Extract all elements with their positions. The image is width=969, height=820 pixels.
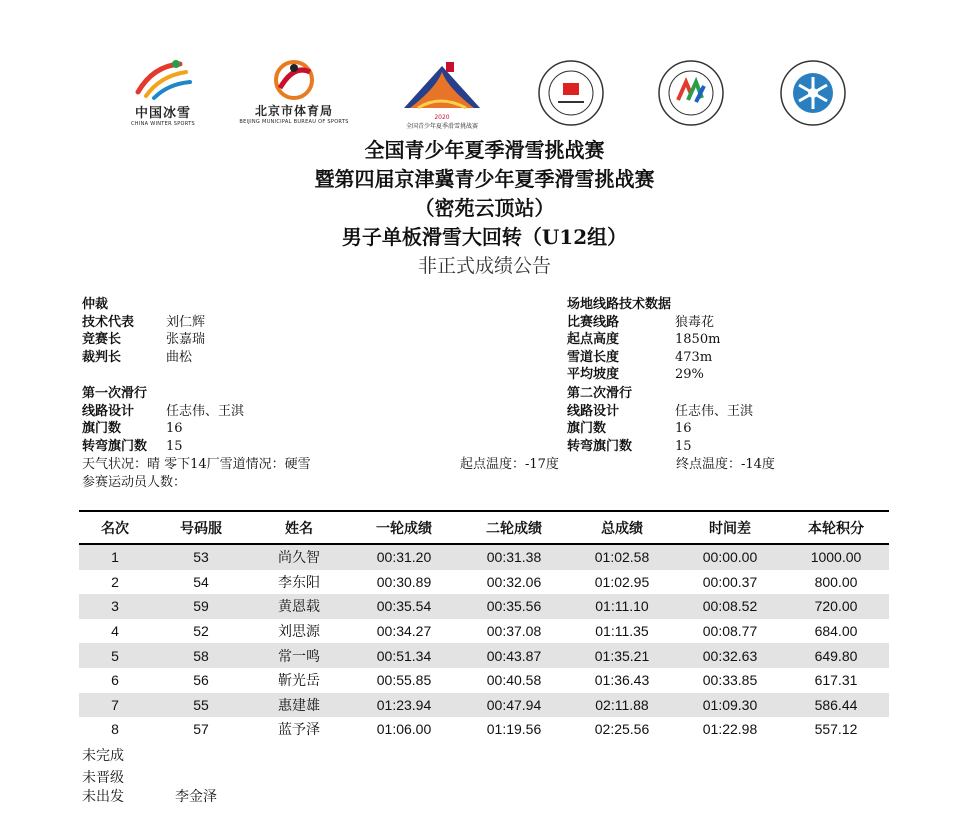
- cell-run2: 00:31.38: [461, 544, 567, 570]
- cell-points: 684.00: [814, 623, 858, 640]
- course-label: 起点高度: [567, 332, 620, 347]
- cell-run2: 00:40.58: [486, 672, 542, 689]
- col-header-points: 本轮积分: [783, 511, 889, 544]
- logo-caption: 北京市体育局: [254, 104, 333, 118]
- jury-value: 曲松: [166, 349, 193, 365]
- sponsor-logos: [0, 58, 969, 138]
- run1-label: 转弯旗门数: [82, 438, 148, 454]
- cell-points: 586.44: [783, 693, 889, 718]
- run1-heading: 第一次滑行: [82, 386, 148, 401]
- cell-bib: 53: [151, 544, 251, 570]
- course-label: 比赛线路: [567, 314, 620, 330]
- cell-name: 李东阳: [278, 574, 320, 591]
- title-line-3: （密苑云顶站）: [414, 196, 555, 220]
- beijing-ski-association-logo: [776, 58, 850, 128]
- cell-diff: 00:00.00: [677, 544, 783, 570]
- cell-total: 01:02.95: [594, 573, 650, 590]
- logo-caption: 全国青少年夏季滑雪挑战赛: [405, 123, 478, 130]
- table-row: [79, 544, 889, 570]
- run1-value: 15: [166, 438, 183, 454]
- cell-name: 刘思源: [278, 624, 320, 641]
- cell-diff: 01:09.30: [677, 693, 783, 718]
- logo-caption-en: BEIJING MUNICIPAL BUREAU OF SPORTS: [239, 119, 349, 125]
- cell-rank: 2: [111, 573, 119, 590]
- results-table: [79, 510, 889, 742]
- table-row: [79, 668, 889, 693]
- jury-value: 张嘉瑞: [166, 332, 206, 347]
- cell-points: 557.12: [814, 721, 858, 738]
- cell-diff: 00:08.52: [677, 594, 783, 619]
- col-header-run1: 一轮成绩: [347, 511, 461, 544]
- participants-text: 参赛运动员人数：: [82, 474, 187, 490]
- cell-run1: 00:30.89: [376, 573, 432, 590]
- run1-block: [82, 385, 462, 455]
- cell-total: 02:25.56: [594, 721, 650, 738]
- cell-total: 01:11.35: [595, 623, 649, 640]
- cell-rank: 6: [111, 672, 119, 689]
- cell-rank: 1: [79, 544, 151, 570]
- summer-ski-challenge-logo: [390, 58, 494, 130]
- cell-bib: 56: [193, 672, 209, 689]
- cell-rank: 3: [79, 594, 151, 619]
- cell-name: 黄恩载: [251, 594, 347, 619]
- table-row: [79, 619, 889, 644]
- dnf-label: 未完成: [82, 748, 124, 764]
- cell-points: 617.31: [814, 672, 858, 689]
- run2-value: 16: [675, 421, 692, 436]
- chinese-ski-association-logo: [534, 58, 608, 128]
- table-row: [79, 643, 889, 668]
- cell-rank: 8: [111, 721, 119, 738]
- cell-name: 靳光岳: [278, 673, 320, 690]
- cell-run2: 00:43.87: [461, 643, 567, 668]
- cell-run2: 01:19.56: [486, 721, 542, 738]
- jury-value: 刘仁辉: [166, 314, 206, 330]
- run1-label: 旗门数: [82, 421, 122, 436]
- jury-label: 技术代表: [82, 314, 135, 330]
- cell-diff: 00:33.85: [702, 672, 758, 689]
- beijing-social-sports-seal: [656, 58, 726, 128]
- document-title-block: [0, 136, 969, 280]
- cell-points: 720.00: [783, 594, 889, 619]
- logo-caption: 中国冰雪: [134, 106, 191, 121]
- cell-run1: 00:35.54: [347, 594, 461, 619]
- course-value: 29%: [675, 367, 704, 382]
- cell-name: 常一鸣: [251, 643, 347, 668]
- logo-caption-en: CHINA WINTER SPORTS: [130, 121, 196, 127]
- course-value: 狼毒花: [675, 314, 715, 330]
- dnq-label: 未晋级: [82, 770, 124, 786]
- cell-diff: 00:08.77: [702, 623, 758, 640]
- table-row: [79, 717, 889, 742]
- run2-heading: 第二次滑行: [567, 386, 633, 401]
- cell-rank: 4: [111, 623, 119, 640]
- table-row: [79, 570, 889, 595]
- cell-run2: 00:35.56: [461, 594, 567, 619]
- logo-caption-year: 2020: [434, 114, 450, 121]
- cell-points: 649.80: [783, 643, 889, 668]
- run2-label: 转弯旗门数: [567, 438, 633, 454]
- course-value: 1850m: [675, 332, 721, 347]
- cell-run2: 00:47.94: [461, 693, 567, 718]
- course-label: 雪道长度: [567, 349, 620, 365]
- cell-points: 800.00: [814, 573, 858, 590]
- cell-run1: 00:51.34: [347, 643, 461, 668]
- finish-temp-text: 终点温度：-14度: [676, 457, 775, 472]
- title-line-4: 男子单板滑雪大回转（U12组）: [341, 225, 628, 249]
- col-header-total: 总成绩: [567, 511, 677, 544]
- cell-bib: 57: [193, 721, 209, 738]
- run2-block: [567, 385, 907, 455]
- china-winter-sports-logo: [118, 58, 208, 127]
- cell-run1: 00:31.20: [347, 544, 461, 570]
- cell-total: 01:11.10: [567, 594, 677, 619]
- cell-run1: 01:06.00: [376, 721, 432, 738]
- cell-run2: 00:37.08: [486, 623, 542, 640]
- course-heading: 场地线路技术数据: [567, 297, 672, 312]
- cell-run1: 00:55.85: [376, 672, 432, 689]
- col-header-diff: 时间差: [677, 511, 783, 544]
- course-block: [567, 296, 907, 384]
- conditions-block: [82, 456, 902, 491]
- china-winter-sports-emblem: [128, 58, 198, 102]
- beijing-social-sports-logo: [654, 58, 728, 128]
- cell-bib: 54: [193, 573, 209, 590]
- col-header-run2: 二轮成绩: [461, 511, 567, 544]
- cell-name: 尚久智: [251, 544, 347, 570]
- cell-run1: 01:23.94: [347, 693, 461, 718]
- cell-bib: 55: [151, 693, 251, 718]
- run1-label: 线路设计: [82, 403, 135, 419]
- cell-run2: 00:32.06: [486, 573, 542, 590]
- cell-total: 01:02.58: [567, 544, 677, 570]
- col-header-rank: 名次: [79, 511, 151, 544]
- cell-bib: 52: [193, 623, 209, 640]
- run2-label: 旗门数: [567, 421, 607, 436]
- cell-name: 蓝予泽: [278, 722, 320, 739]
- cell-diff: 00:00.37: [702, 573, 758, 590]
- cell-diff: 00:32.63: [677, 643, 783, 668]
- table-header-row: [79, 511, 889, 544]
- summer-ski-challenge-emblem: [396, 58, 488, 114]
- start-temp-text: 起点温度：-17度: [460, 457, 559, 472]
- cell-bib: 59: [151, 594, 251, 619]
- title-line-1: 全国青少年夏季滑雪挑战赛: [364, 138, 605, 162]
- beijing-sports-bureau-emblem: [264, 58, 324, 102]
- run2-value: 任志伟、王淇: [675, 403, 754, 419]
- run1-value: 任志伟、王淇: [166, 403, 245, 419]
- title-line-2: 暨第四届京津冀青少年夏季滑雪挑战赛: [314, 167, 655, 191]
- cell-name: 惠建雄: [251, 693, 347, 718]
- run2-label: 线路设计: [567, 403, 620, 419]
- cell-total: 01:36.43: [594, 672, 650, 689]
- cell-points: 1000.00: [783, 544, 889, 570]
- run1-value: 16: [166, 421, 183, 436]
- jury-block: [82, 296, 462, 366]
- run2-value: 15: [675, 438, 692, 454]
- weather-text: 天气状况：晴 零下14厂雪道情况：硬雪: [82, 457, 311, 472]
- col-header-name: 姓名: [251, 511, 347, 544]
- cell-run1: 00:34.27: [376, 623, 432, 640]
- table-row: [79, 693, 889, 718]
- chinese-ski-association-seal: [536, 58, 606, 128]
- jury-label: 竞赛长: [82, 332, 122, 347]
- document-subtitle: 非正式成绩公告: [417, 255, 551, 277]
- col-header-bib: 号码服: [151, 511, 251, 544]
- beijing-sports-bureau-logo: [239, 58, 349, 125]
- beijing-ski-association-seal: [778, 58, 848, 128]
- jury-heading: 仲裁: [82, 297, 109, 312]
- cell-total: 02:11.88: [567, 693, 677, 718]
- cell-total: 01:35.21: [567, 643, 677, 668]
- cell-diff: 01:22.98: [702, 721, 758, 738]
- dns-name: 李金泽: [175, 789, 217, 805]
- cell-bib: 58: [151, 643, 251, 668]
- dns-label: 未出发: [82, 789, 124, 805]
- cell-rank: 5: [79, 643, 151, 668]
- cell-rank: 7: [79, 693, 151, 718]
- jury-label: 裁判长: [82, 349, 122, 365]
- course-value: 473m: [675, 349, 713, 365]
- table-row: [79, 594, 889, 619]
- course-label: 平均坡度: [567, 367, 620, 382]
